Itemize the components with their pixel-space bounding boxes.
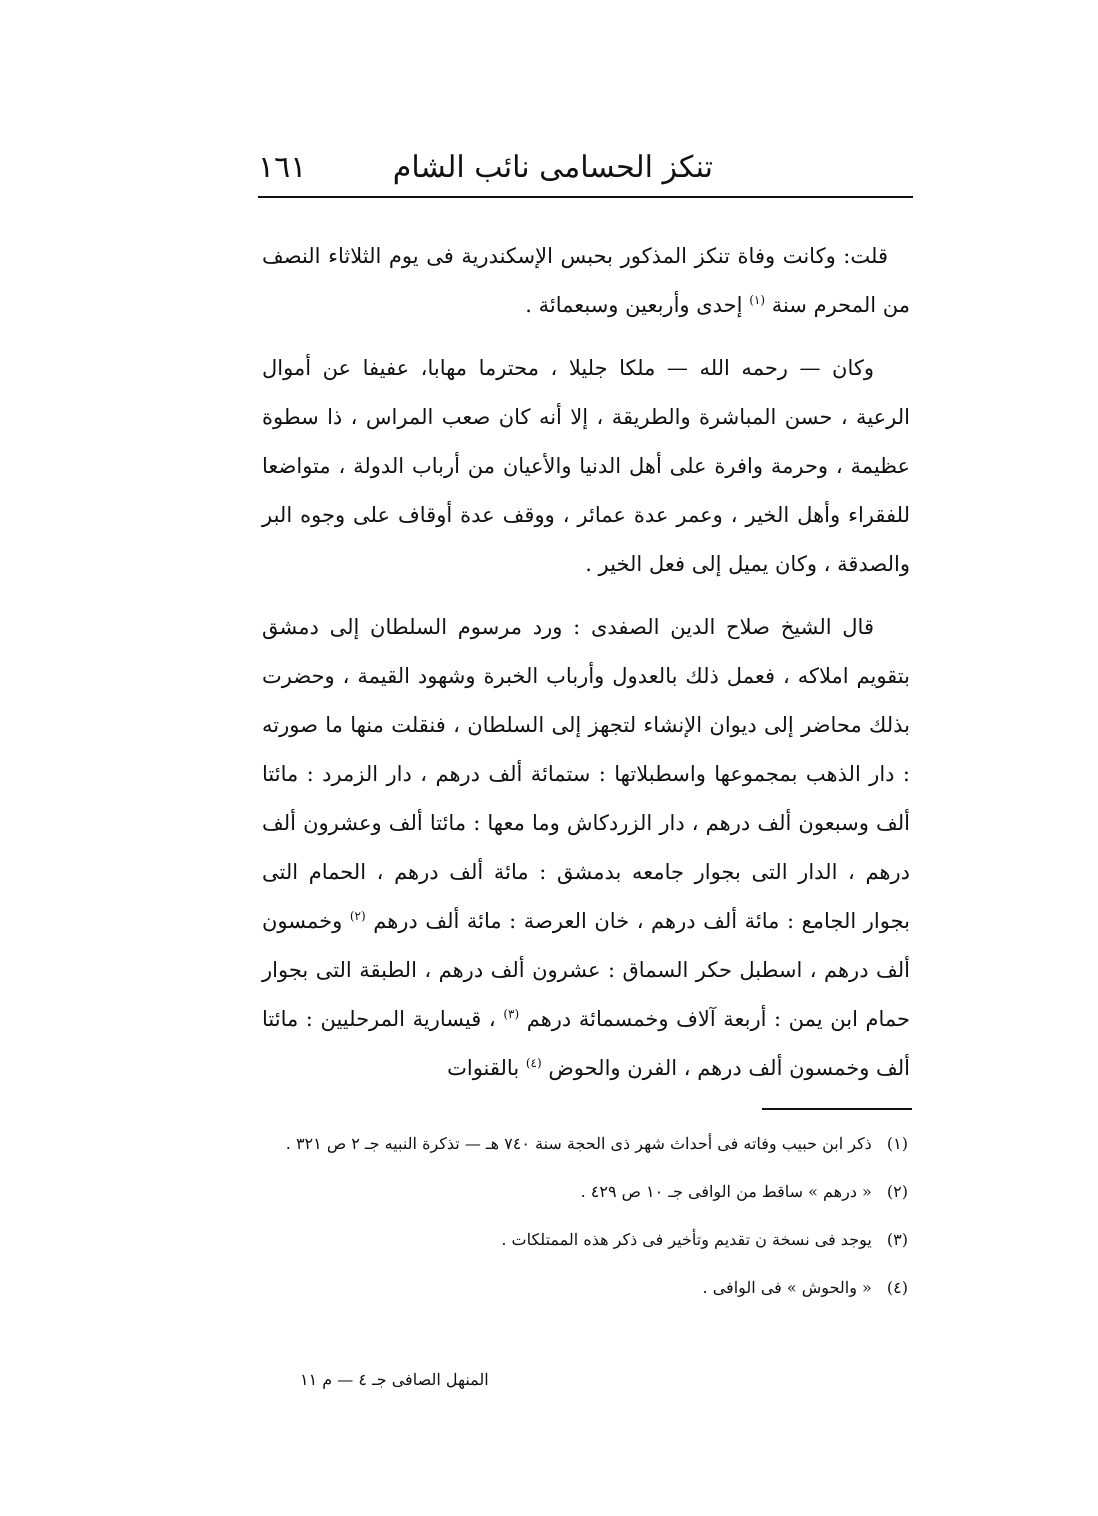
paragraph-1	[262, 232, 910, 330]
main-text	[262, 232, 910, 1107]
footnote-ref-2: (٢)	[349, 909, 366, 923]
paragraph-1-text-a: قلت: وكانت وفاة تنكز المذكور بحبس الإسكندرية فى يوم الثلاثاء النصف من المحرم سنة	[262, 244, 910, 317]
printer-signature: المنهل الصافى جـ ٤ — م ١١	[300, 1370, 489, 1389]
footnote-3	[196, 1220, 908, 1260]
footnote-2	[196, 1172, 908, 1212]
footnote-1-text: ذكر ابن حبيب وفاته فى أحداث شهر ذى الحجة سنة ٧٤٠ هـ — تذكرة النبيه جـ ٢ ص ٣٢١ .	[285, 1134, 872, 1153]
header-divider	[258, 196, 913, 198]
paragraph-3-text-d: بالقنوات	[447, 1056, 520, 1080]
page-number: ١٦١	[258, 150, 307, 185]
footnote-4-text: « والحوش » فى الوافى .	[702, 1278, 872, 1297]
paragraph-1-text-b: إحدى وأربعين وسبعمائة .	[525, 293, 743, 317]
running-title: تنكز الحسامى نائب الشام	[392, 150, 713, 185]
footnote-3-text: يوجد فى نسخة ن تقديم وتأخير فى ذكر هذه الممتلكات .	[501, 1230, 872, 1249]
paragraph-3-text-b: وخمسون ألف درهم ، اسطبل حكر السماق : عشرون ألف درهم ، الطبقة التى بجوار حمام ابن يمن : أربعة آلاف وخمسمائة درهم	[262, 909, 911, 1031]
paragraph-3-text-c: ، قيسارية المرحليين : مائتا ألف وخمسون ألف درهم ، الفرن والحوض	[262, 1007, 910, 1080]
footnote-2-text: « درهم » ساقط من الوافى جـ ١٠ ص ٤٢٩ .	[580, 1182, 872, 1201]
footnote-3-number: (٣)	[886, 1230, 908, 1249]
footnote-ref-4: (٤)	[525, 1056, 542, 1070]
paragraph-2: وكان — رحمه الله — ملكا جليلا ، محترما مهابا، عفيفا عن أموال الرعية ، حسن المباشرة والطريقة ، إلا أنه كان صعب المراس ، ذا سطوة عظيمة ، وحرمة وافرة على أهل الدنيا والأعيان من أرباب الدولة ، متواضعا للفقراء وأهل الخير ، وعمر عدة عمائر ، ووقف عدة أوقاف على وجوه البر والصدقة ، وكان يميل إلى فعل الخير .	[262, 356, 910, 576]
footnote-2-number: (٢)	[886, 1182, 908, 1201]
footnote-1	[196, 1124, 908, 1164]
footnote-4-number: (٤)	[886, 1278, 908, 1297]
paragraph-3	[262, 603, 910, 1093]
footnote-4	[196, 1268, 908, 1308]
footnote-ref-3: (٣)	[503, 1007, 520, 1021]
footnote-1-number: (١)	[886, 1134, 908, 1153]
footnote-divider	[762, 1108, 912, 1110]
page-header	[258, 150, 913, 194]
paragraph-3-text-a: قال الشيخ صلاح الدين الصفدى : ورد مرسوم السلطان إلى دمشق بتقويم املاكه ، فعمل ذلك بالعدول وأرباب الخبرة وشهود القيمة ، وحضرت بذلك محاضر إلى ديوان الإنشاء لتجهز إلى السلطان ، فنقلت منها ما صورته : دار الذهب بمجموعها واسطبلاتها : ستمائة ألف درهم ، دار الزمرد : مائتا ألف وسبعون ألف درهم ، دار الزردكاش وما معها : مائتا ألف وعشرون ألف درهم ، الدار التى بجوار جامعه بدمشق : مائة ألف درهم ، الحمام التى بجوار الجامع : مائة ألف درهم ، خان العرصة : مائة ألف درهم	[262, 615, 910, 933]
footnote-ref-1: (١)	[749, 293, 766, 307]
footnotes	[196, 1124, 908, 1316]
